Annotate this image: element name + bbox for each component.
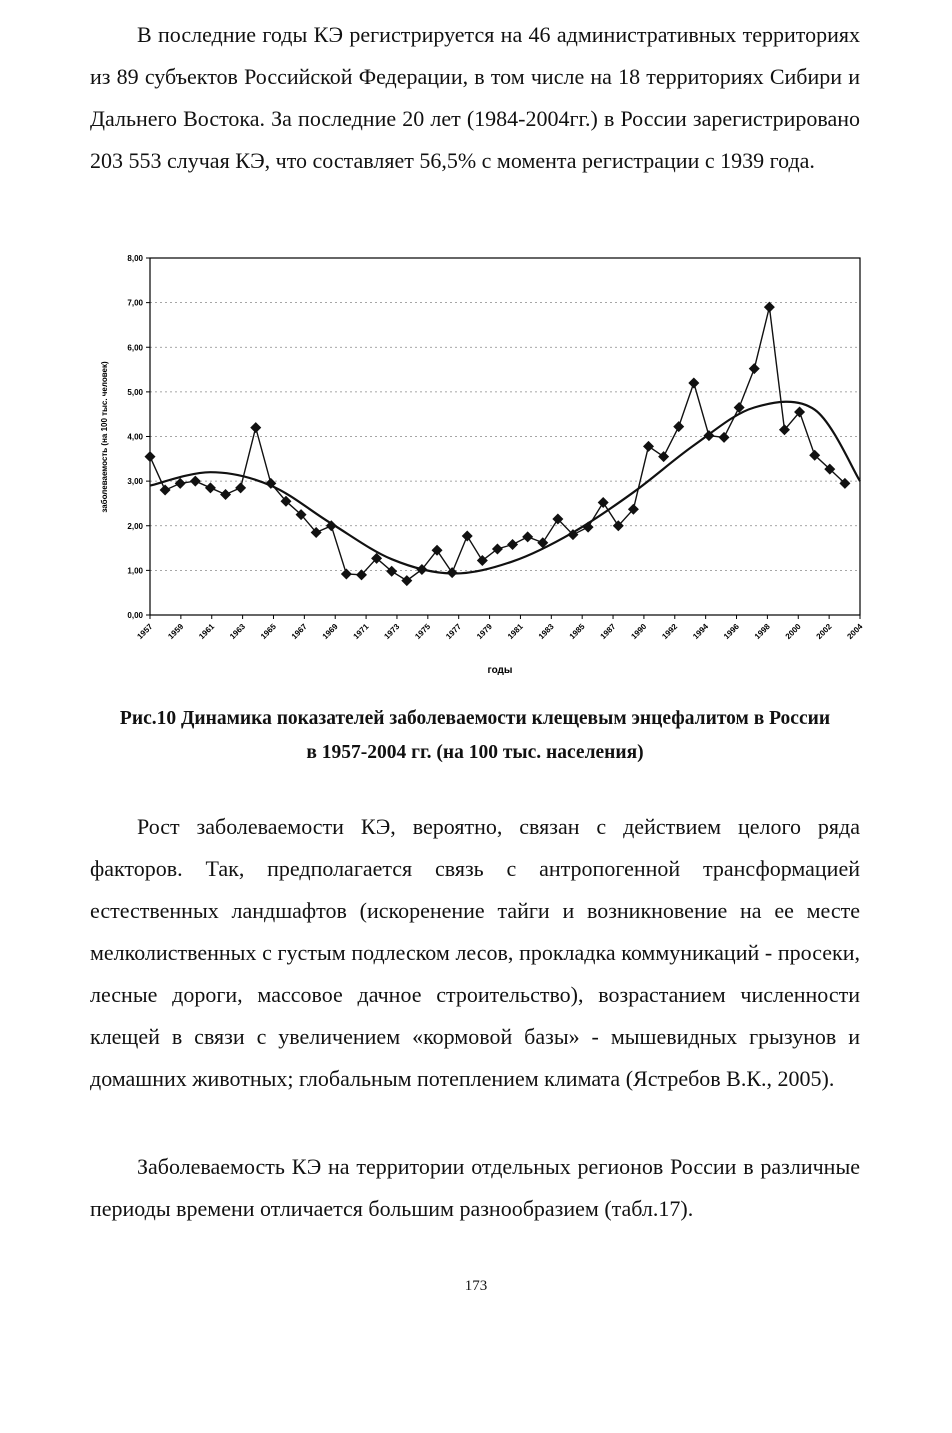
x-tick-label: 1992: [660, 622, 680, 641]
x-tick-label: 2004: [845, 622, 865, 641]
y-tick-label: 0,00: [127, 611, 143, 620]
chart-grid: [150, 303, 860, 571]
x-tick-label: 1971: [351, 622, 371, 641]
y-tick-label: 2,00: [127, 521, 143, 531]
data-markers: [145, 302, 851, 587]
x-tick-label: 1985: [567, 622, 587, 641]
data-point-marker: [447, 567, 458, 578]
y-axis-label: заболеваемость (на 100 тыс. человек): [100, 361, 109, 513]
data-point-marker: [160, 485, 171, 496]
data-point-marker: [205, 482, 216, 493]
caption-line-2: в 1957-2004 гг. (на 100 тыс. населения): [306, 742, 644, 763]
x-tick-label: 1977: [444, 622, 464, 641]
data-point-marker: [583, 522, 594, 533]
data-point-marker: [492, 543, 503, 554]
paragraph-text: В последние годы КЭ регистрируется на 46 административных территориях из 89 субъектов Российской Федерации, в том числе на 18 территориях Сибири и Дальнего Востока. За последние 20 лет (1984-2004гг.) в России зарегистрировано 203 553 случая КЭ, что составляет 56,5% с момента регистрации с 1939 года.: [90, 22, 860, 173]
data-point-marker: [673, 421, 684, 432]
y-tick-label: 3,00: [127, 477, 143, 487]
incidence-chart: [95, 245, 875, 690]
data-point-marker: [688, 377, 699, 388]
x-tick-label: 1957: [135, 622, 155, 641]
data-point-marker: [145, 451, 156, 462]
x-axis-label: годы: [487, 665, 513, 676]
data-point-marker: [719, 432, 730, 443]
x-axis-ticks: [135, 615, 864, 641]
x-tick-label: 1998: [752, 622, 772, 641]
data-point-marker: [250, 422, 261, 433]
x-tick-label: 1987: [598, 622, 618, 641]
data-point-marker: [175, 478, 186, 489]
y-axis-ticks: [127, 254, 150, 620]
data-point-marker: [220, 489, 231, 500]
page-number: 173: [464, 1278, 488, 1294]
data-point-marker: [658, 451, 669, 462]
data-point-marker: [190, 476, 201, 487]
x-tick-label: 1967: [289, 622, 309, 641]
data-point-marker: [598, 497, 609, 508]
x-tick-label: 1979: [475, 622, 494, 641]
paragraph-text: Заболеваемость КЭ на территории отдельных регионов России в различные периоды времени отличается большим разнообразием (табл.17).: [90, 1154, 860, 1221]
x-tick-label: 1959: [166, 622, 186, 641]
paragraph-text: Рост заболеваемости КЭ, вероятно, связан с действием целого ряда факторов. Так, предполагается связь с антропогенной трансформацией естественных ландшафтов (искоренение тайги и возникновение на ее месте мелколиственных с густым подлеском лесов, прокладка коммуникаций - просеки, лесные дороги, массовое дачное строительство), возрастанием численности клещей в связи с увеличением «кормовой базы» - мышевидных грызунов и домашних животных; глобальным потеплением климата (Ястребов В.К., 2005).: [90, 814, 860, 1091]
data-point-marker: [462, 531, 473, 542]
y-tick-label: 7,00: [127, 298, 143, 308]
data-point-marker: [477, 555, 488, 566]
paragraph-intro: [90, 14, 860, 182]
x-tick-label: 1969: [320, 622, 340, 641]
paragraph-regions: [90, 1146, 860, 1230]
paragraph-factors: [90, 806, 860, 1100]
x-tick-label: 1961: [197, 622, 217, 641]
x-tick-label: 1973: [382, 622, 402, 641]
y-tick-label: 6,00: [127, 343, 143, 353]
y-tick-label: 8,00: [127, 254, 143, 263]
x-tick-label: 1965: [258, 622, 278, 641]
x-tick-label: 2000: [783, 622, 803, 641]
x-tick-label: 1975: [413, 622, 433, 641]
x-tick-label: 1983: [536, 622, 556, 641]
data-point-marker: [401, 575, 412, 586]
x-tick-label: 2002: [814, 622, 834, 641]
data-line: [150, 307, 845, 580]
caption-line-1: Рис.10 Динамика показателей заболеваемости клещевым энцефалитом в России: [119, 708, 831, 729]
data-point-marker: [643, 441, 654, 452]
figure-caption: [90, 702, 860, 770]
data-point-marker: [764, 302, 775, 313]
x-tick-label: 1994: [691, 622, 711, 641]
y-tick-label: 5,00: [127, 387, 143, 397]
y-tick-label: 1,00: [127, 566, 143, 576]
x-tick-label: 1996: [721, 622, 741, 641]
data-point-marker: [507, 539, 518, 550]
x-tick-label: 1963: [228, 622, 248, 641]
x-tick-label: 1990: [629, 622, 649, 641]
data-point-marker: [235, 482, 246, 493]
x-tick-label: 1981: [505, 622, 525, 641]
data-point-marker: [749, 363, 760, 374]
y-tick-label: 4,00: [127, 432, 143, 442]
data-point-marker: [522, 531, 533, 542]
